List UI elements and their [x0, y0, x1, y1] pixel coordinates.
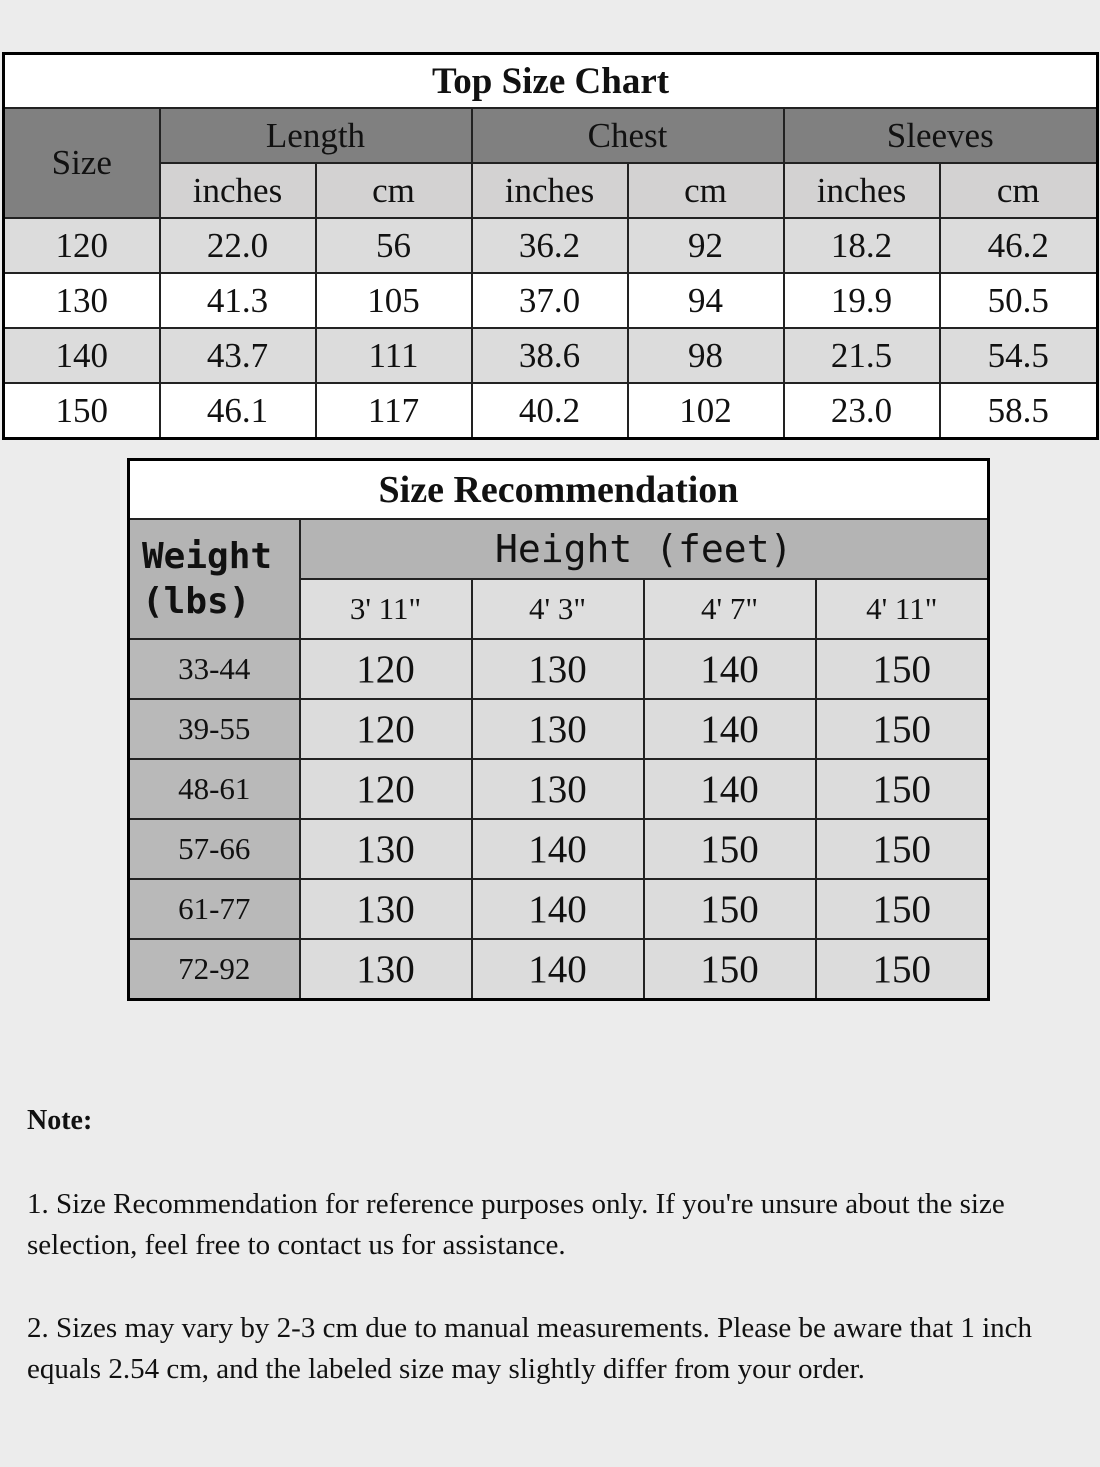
- size-cell: 130: [472, 699, 644, 759]
- table-cell: 92: [628, 218, 784, 273]
- sleeves-group-header: Sleeves: [784, 108, 1098, 163]
- table-row: [4, 383, 1098, 439]
- table-cell: 18.2: [784, 218, 940, 273]
- table-row: [129, 699, 989, 759]
- size-cell: 120: [300, 759, 472, 819]
- size-cell: 140: [472, 819, 644, 879]
- table-cell: 111: [316, 328, 472, 383]
- recommendation-title: Size Recommendation: [129, 460, 989, 520]
- table-cell: 43.7: [160, 328, 316, 383]
- unit-header: cm: [940, 163, 1098, 218]
- weight-header-unit: (lbs): [142, 581, 251, 622]
- height-header: 4' 7": [644, 579, 816, 639]
- notes-section: [27, 1100, 1077, 1432]
- size-cell: 130: [472, 639, 644, 699]
- table-cell: 54.5: [940, 328, 1098, 383]
- table-row: [129, 879, 989, 939]
- size-cell: 150: [816, 819, 989, 879]
- table-cell: 130: [4, 273, 160, 328]
- table-cell: 102: [628, 383, 784, 439]
- table-cell: 46.2: [940, 218, 1098, 273]
- size-cell: 140: [644, 699, 816, 759]
- table-cell: 98: [628, 328, 784, 383]
- height-group-header: Height (feet): [300, 519, 989, 579]
- table-cell: 46.1: [160, 383, 316, 439]
- weight-cell: 33-44: [129, 639, 300, 699]
- chest-group-header: Chest: [472, 108, 784, 163]
- table-cell: 36.2: [472, 218, 628, 273]
- table-cell: 37.0: [472, 273, 628, 328]
- note-item: 2. Sizes may vary by 2-3 cm due to manual measurements. Please be aware that 1 inch equals 2.54 cm, and the labeled size may slightly differ from your order.: [27, 1312, 1033, 1385]
- size-cell: 140: [644, 639, 816, 699]
- weight-cell: 61-77: [129, 879, 300, 939]
- table-cell: 120: [4, 218, 160, 273]
- table-row: [4, 273, 1098, 328]
- unit-header: inches: [472, 163, 628, 218]
- size-cell: 150: [816, 699, 989, 759]
- unit-header: cm: [628, 163, 784, 218]
- size-cell: 130: [300, 879, 472, 939]
- size-cell: 140: [472, 939, 644, 1000]
- table-cell: 150: [4, 383, 160, 439]
- table-cell: 23.0: [784, 383, 940, 439]
- unit-header: cm: [316, 163, 472, 218]
- weight-cell: 39-55: [129, 699, 300, 759]
- weight-header-label: Weight: [142, 536, 273, 577]
- table-cell: 19.9: [784, 273, 940, 328]
- size-cell: 140: [644, 759, 816, 819]
- table-cell: 50.5: [940, 273, 1098, 328]
- height-header: 3' 11": [300, 579, 472, 639]
- table-row: [129, 639, 989, 699]
- table-cell: 56: [316, 218, 472, 273]
- table-cell: 38.6: [472, 328, 628, 383]
- size-cell: 140: [472, 879, 644, 939]
- table-cell: 94: [628, 273, 784, 328]
- table-row: [4, 218, 1098, 273]
- size-cell: 150: [816, 879, 989, 939]
- table-cell: 58.5: [940, 383, 1098, 439]
- unit-header: inches: [160, 163, 316, 218]
- table-cell: 41.3: [160, 273, 316, 328]
- table-row: [129, 819, 989, 879]
- size-cell: 150: [644, 879, 816, 939]
- table-cell: 40.2: [472, 383, 628, 439]
- note-item: 1. Size Recommendation for reference purposes only. If you're unsure about the size selection, feel free to contact us for assistance.: [27, 1188, 1005, 1261]
- top-size-chart: [2, 52, 1099, 440]
- length-group-header: Length: [160, 108, 472, 163]
- size-cell: 150: [816, 639, 989, 699]
- unit-header: inches: [784, 163, 940, 218]
- weight-column-header: [129, 519, 300, 639]
- table-cell: 22.0: [160, 218, 316, 273]
- table-cell: 117: [316, 383, 472, 439]
- height-header: 4' 11": [816, 579, 989, 639]
- weight-cell: 72-92: [129, 939, 300, 1000]
- size-cell: 130: [300, 939, 472, 1000]
- height-header: 4' 3": [472, 579, 644, 639]
- notes-title: Note:: [27, 1105, 93, 1136]
- size-cell: 120: [300, 699, 472, 759]
- weight-cell: 57-66: [129, 819, 300, 879]
- table-row: [4, 328, 1098, 383]
- size-cell: 150: [644, 939, 816, 1000]
- size-cell: 150: [644, 819, 816, 879]
- table-cell: 21.5: [784, 328, 940, 383]
- weight-cell: 48-61: [129, 759, 300, 819]
- size-cell: 130: [472, 759, 644, 819]
- size-cell: 150: [816, 939, 989, 1000]
- top-chart-title: Top Size Chart: [4, 54, 1098, 109]
- size-cell: 150: [816, 759, 989, 819]
- table-cell: 140: [4, 328, 160, 383]
- size-cell: 120: [300, 639, 472, 699]
- size-recommendation-table: [127, 458, 990, 1001]
- size-column-header: Size: [4, 108, 160, 218]
- size-cell: 130: [300, 819, 472, 879]
- table-row: [129, 939, 989, 1000]
- table-row: [129, 759, 989, 819]
- table-cell: 105: [316, 273, 472, 328]
